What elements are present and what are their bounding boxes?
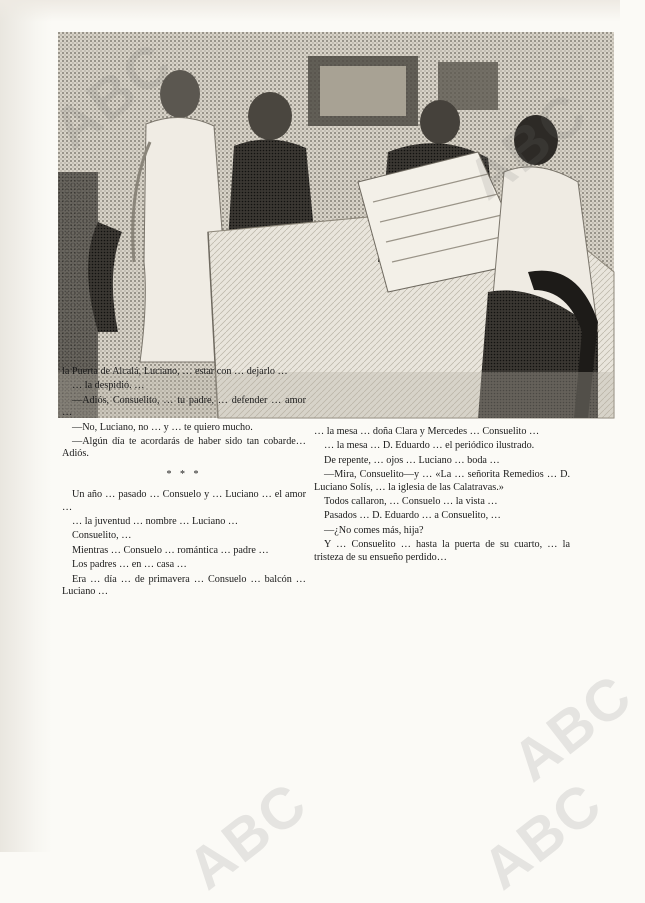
- right-column: [314, 426, 570, 566]
- right-paragraph: —¿No comes más, hija?: [324, 524, 424, 536]
- left-paragraph: … la juventud … nombre … Luciano …: [72, 516, 239, 528]
- right-paragraph: Pasados … D. Eduardo … a Consuelito, …: [324, 510, 501, 522]
- left-paragraph: Mientras … Consuelo … romántica … padre …: [72, 544, 269, 556]
- right-paragraph: —Mira, Consuelito—y … «La … señorita Remedios … D. Luciano Solís, … la iglesia de las Calatravas.»: [314, 469, 570, 493]
- abc-watermark: ABC: [500, 661, 645, 795]
- scan-edge-shadow: [0, 0, 52, 852]
- left-column: [62, 366, 306, 601]
- right-paragraph: Todos callaron, … Consuelo … la vista …: [324, 496, 498, 508]
- left-paragraph: Los padres … en … casa …: [72, 559, 187, 571]
- right-paragraph: … la mesa … doña Clara y Mercedes … Consuelito …: [314, 426, 540, 437]
- dining-room-illustration: [58, 32, 614, 418]
- abc-watermark: ABC: [175, 769, 320, 903]
- left-paragraph: Era … día … de primavera … Consuelo … balcón … Luciano …: [62, 573, 306, 598]
- left-paragraph: —Algún día te acordarás de haber sido tan cobarde… Adiós.: [62, 436, 306, 460]
- left-paragraph: —Adiós, Consuelito, … tu padre, … defender … amor …: [62, 394, 306, 419]
- section-separator: * * *: [166, 468, 202, 480]
- right-paragraph: Y … Consuelito … hasta la puerta de su cuarto, … la tristeza de su ensueño perdido…: [314, 539, 570, 563]
- left-paragraph: la Puerta de Alcalá, Luciano, … estar con … dejarlo …: [62, 366, 288, 377]
- illustration-svg: [58, 32, 614, 418]
- scan-top-shadow: [0, 0, 620, 22]
- left-paragraph: … la despidió. …: [72, 380, 145, 392]
- right-paragraph: … la mesa … D. Eduardo … el periódico ilustrado.: [324, 440, 535, 452]
- left-paragraph: —No, Luciano, no … y … te quiero mucho.: [72, 421, 253, 433]
- abc-watermark: ABC: [470, 769, 615, 903]
- right-paragraph: De repente, … ojos … Luciano … boda …: [324, 454, 500, 466]
- left-paragraph: Consuelito, …: [72, 530, 132, 542]
- left-paragraph: Un año … pasado … Consuelo y … Luciano … el amor …: [62, 489, 306, 513]
